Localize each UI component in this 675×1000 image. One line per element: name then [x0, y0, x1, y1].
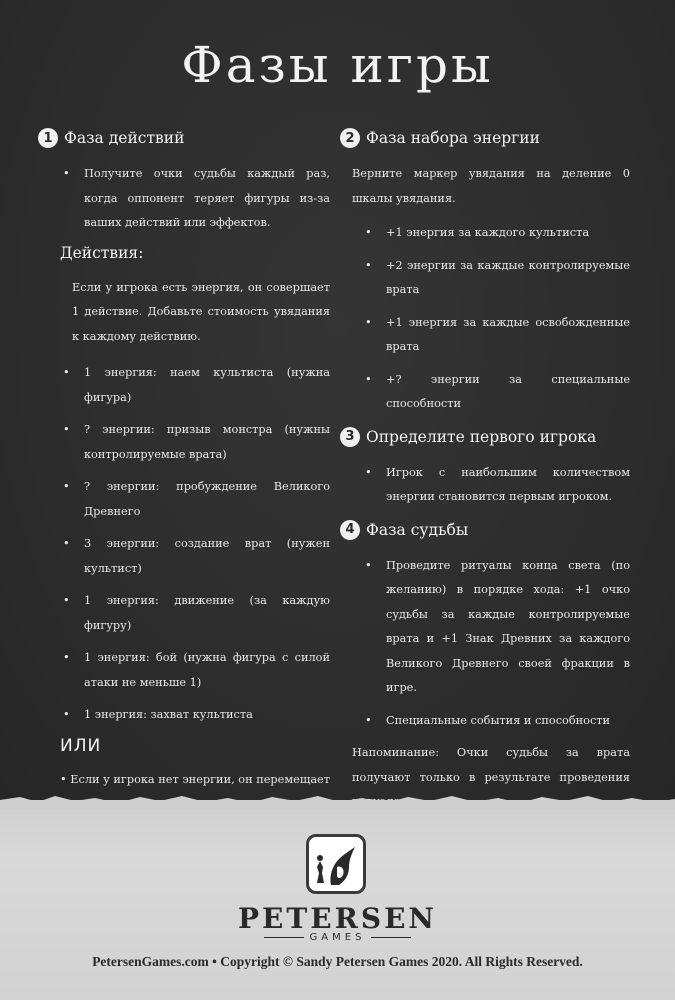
or-label: ИЛИ	[60, 735, 102, 756]
torn-edge-decoration	[0, 790, 675, 810]
list-item: • Специальные события и способности	[340, 709, 630, 734]
phase-3-number-badge: 3	[340, 427, 360, 447]
list-item: • Проведите ритуалы конца света (по желанию) в порядке хода: +1 очко судьбы за каждые контролируемые врата и +1 Знак Древних за каждого Великого Древнего своей фракции в игре.	[340, 554, 630, 701]
list-item: • 1 энергия: движение (за каждую фигуру)	[38, 589, 330, 638]
or-text: • Если у игрока нет энергии, он перемещает	[60, 772, 330, 786]
phase-3-bullets	[340, 461, 630, 510]
phase-4-number-badge: 4	[340, 520, 360, 540]
divider	[371, 937, 411, 938]
list-item: • 1 энергия: наем культиста (нужна фигура)	[38, 361, 330, 410]
phase-4-bullets	[340, 554, 630, 734]
list-item: • +1 энергия за каждого культиста	[340, 221, 630, 246]
phase-2-intro: Верните маркер увядания на деление 0 шкалы увядания.	[352, 167, 630, 205]
brand-name: PETERSEN	[238, 902, 437, 935]
list-item: • +2 энергии за каждые контролируемые врата	[340, 254, 630, 303]
phase-1-number-badge: 1	[38, 128, 58, 148]
brand-subtitle	[0, 932, 675, 943]
phase-3-heading	[340, 425, 630, 449]
copyright-text: PetersenGames.com • Copyright © Sandy Petersen Games 2020. All Rights Reserved.	[92, 954, 583, 969]
actions-heading: Действия:	[60, 243, 144, 262]
phase-1-title: Фаза действий	[64, 129, 185, 147]
list-item: • 1 энергия: бой (нужна фигура с силой атаки не меньше 1)	[38, 646, 330, 695]
list-item: • ? энергии: призыв монстра (нужны контролируемые врата)	[38, 418, 330, 467]
phase-2-title: Фаза набора энергии	[366, 129, 540, 147]
list-item: • 3 энергии: создание врат (нужен культист)	[38, 532, 330, 581]
list-item: • ? энергии: пробуждение Великого Древнего	[38, 475, 330, 524]
actions-list	[38, 361, 330, 728]
footer	[0, 800, 675, 1000]
phase-4-heading	[340, 518, 630, 542]
right-column	[340, 126, 630, 815]
list-item: • Получите очки судьбы каждый раз, когда оппонент теряет фигуры из-за ваших действий или эффектов.	[38, 162, 330, 236]
brand-sub-label: GAMES	[309, 932, 366, 943]
actions-intro: Если у игрока есть энергия, он совершает 1 действие. Добавьте стоимость увядания к каждому действию.	[72, 280, 330, 343]
phase-2-bullets	[340, 221, 630, 417]
phase-4-note: Напоминание: Очки судьбы за врата получают только в результате проведения	[352, 746, 630, 784]
petersen-logo-icon	[306, 834, 366, 894]
divider	[264, 937, 304, 938]
silhouette-figures-icon	[309, 837, 363, 891]
phase-1-heading	[38, 126, 330, 150]
page-title: Фазы игры	[181, 36, 494, 94]
list-item: • 1 энергия: захват культиста	[38, 703, 330, 728]
list-item: • +? энергии за специальные способности	[340, 368, 630, 417]
phase-3-title: Определите первого игрока	[366, 427, 597, 446]
phase-4-title: Фаза судьбы	[366, 520, 469, 539]
phase-2-heading	[340, 126, 630, 150]
list-item: • +1 энергия за каждые освобожденные врата	[340, 311, 630, 360]
left-column	[38, 126, 330, 841]
phase-1-bullets	[38, 162, 330, 236]
list-item: • Игрок с наибольшим количеством энергии становится первым игроком.	[340, 461, 630, 510]
phase-2-number-badge: 2	[340, 128, 360, 148]
